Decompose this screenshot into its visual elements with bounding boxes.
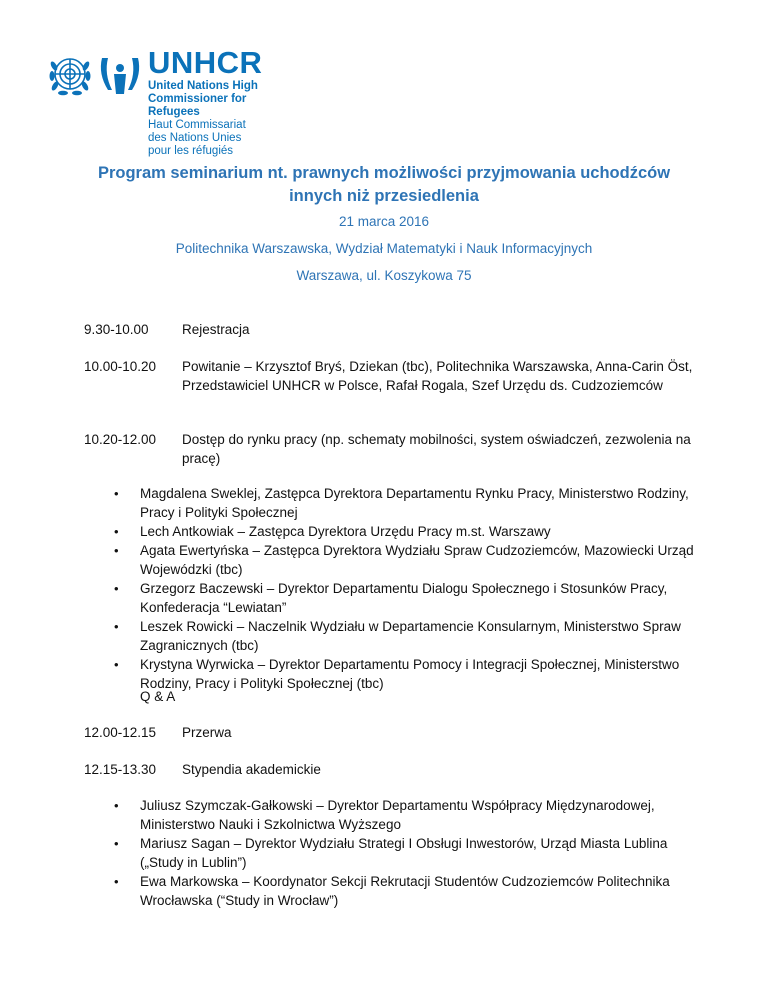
list-item: • Lech Antkowiak – Zastępca Dyrektora Urzędu Pracy m.st. Warszawy: [114, 522, 704, 541]
list-item: • Grzegorz Baczewski – Dyrektor Departamentu Dialogu Społecznego i Stosunków Pracy, Konfederacja “Lewiatan”: [114, 579, 704, 617]
title-line-1: Program seminarium nt. prawnych możliwości przyjmowania uchodźców: [97, 164, 671, 182]
agenda-desc: Stypendia akademickie: [182, 762, 321, 777]
agenda-time: 12.00-12.15: [84, 725, 157, 740]
list-item: • Leszek Rowicki – Naczelnik Wydziału w Departamencie Konsularnym, Ministerstwo Spraw Zagranicznych (tbc): [114, 617, 704, 655]
agenda-desc: Przerwa: [182, 725, 232, 740]
speaker-list-scholarships: [114, 796, 704, 910]
logo-text: [148, 46, 262, 158]
speaker-list-labour: [114, 484, 704, 693]
list-item: • Ewa Markowska – Koordynator Sekcji Rekrutacji Studentów Cudzoziemców Politechnika Wrocławska (“Study in Wrocław”): [114, 872, 704, 910]
event-venue: Politechnika Warszawska, Wydział Matematyki i Nauk Informacyjnych: [175, 241, 593, 256]
agenda-time: 9.30-10.00: [84, 322, 149, 337]
agenda-time: 12.15-13.30: [84, 762, 157, 777]
logo-name: UNHCR: [148, 45, 263, 80]
un-emblem-and-refugee-icon: [46, 44, 142, 104]
logo-line-fr: Haut Commissariat des Nations Unies pour les réfugiés: [148, 119, 246, 157]
list-item: • Juliusz Szymczak-Gałkowski – Dyrektor Departamentu Współpracy Międzynarodowej, Ministerstwo Nauki i Szkolnictwa Wyższego: [114, 796, 704, 834]
list-item: • Magdalena Sweklej, Zastępca Dyrektora Departamentu Rynku Pracy, Ministerstwo Rodziny, Pracy i Polityki Społecznej: [114, 484, 704, 522]
logo-line-en: United Nations High Commissioner for Refugees: [148, 80, 258, 118]
document-title: [0, 162, 768, 208]
list-item: • Krystyna Wyrwicka – Dyrektor Departamentu Pomocy i Integracji Społecznej, Ministerstwo Rodziny, Pracy i Polityki Społecznej (tbc): [114, 655, 704, 693]
list-item: • Mariusz Sagan – Dyrektor Wydziału Strategi I Obsługi Inwestorów, Urząd Miasta Lublina („Study in Lublin”): [114, 834, 704, 872]
agenda-desc: Powitanie – Krzysztof Bryś, Dziekan (tbc), Politechnika Warszawska, Anna-Carin Öst, Przedstawiciel UNHCR w Polsce, Rafał Rogala, Szef Urzędu ds. Cudzoziemców: [182, 359, 693, 393]
title-line-2: innych niż przesiedlenia: [289, 187, 479, 205]
event-date: 21 marca 2016: [338, 214, 430, 229]
event-address: Warszawa, ul. Koszykowa 75: [296, 268, 472, 283]
agenda-time: 10.20-12.00: [84, 432, 157, 447]
agenda-desc: Dostęp do rynku pracy (np. schematy mobilności, system oświadczeń, zezwolenia na pracę): [182, 432, 691, 466]
list-item: • Agata Ewertyńska – Zastępca Dyrektora Wydziału Spraw Cudzoziemców, Mazowiecki Urząd Wojewódzki (tbc): [114, 541, 704, 579]
agenda-time: 10.00-10.20: [84, 359, 157, 374]
agenda-desc: Rejestracja: [182, 322, 250, 337]
qa-label: Q & A: [140, 689, 176, 704]
